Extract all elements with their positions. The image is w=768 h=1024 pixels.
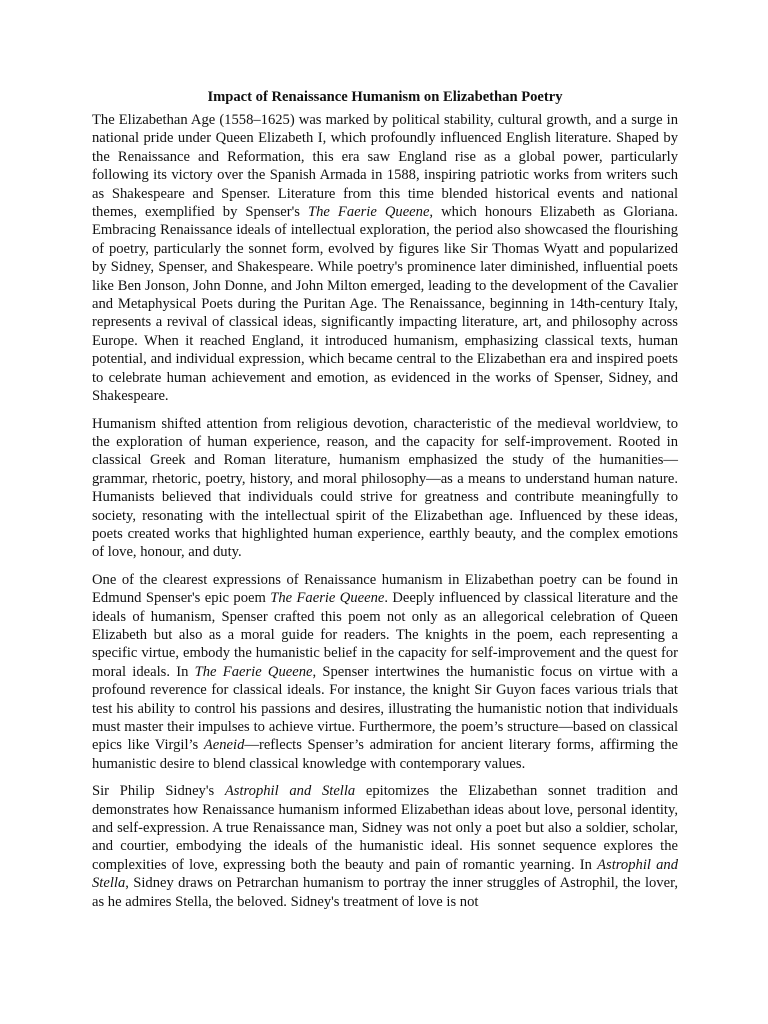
italic-title-text: The Faerie Queene [194,663,313,680]
italic-title-text: Astrophil and Stella [224,783,356,800]
body-paragraph [92,415,678,562]
paragraph-text: —reflects Spenser’s admiration for ancient literary forms, affirming the humanistic desire to blend classical knowledge with contemporary values. [92,737,678,772]
paragraph-text: Humanism shifted attention from religious devotion, characteristic of the medieval worldview, to the exploration of human experience, reason, and the capacity for self-improvement. Rooted in classical Greek and Roman literature, humanism emphasized the study of the humanities—grammar, rhetoric, poetry, history, and moral philosophy—as a means to understand human nature. Humanists believed that individuals could strive for greatness and contribute meaningfully to society, resonating with the intellectual spirit of the Elizabethan age. Influenced by these ideas, poets created works that highlighted human experience, earthly beauty, and the complex emotions of love, honour, and duty. [92,415,678,561]
italic-title-text: Astrophil and Stella [92,856,679,892]
paragraph-text: , Sidney draws on Petrarchan humanism to portray the inner struggles of Astrophil, the lover, as he admires Stella, the beloved. Sidney's treatment of love is not [92,875,678,910]
document-title: Impact of Renaissance Humanism on Elizabethan Poetry [207,89,563,105]
body-paragraph [92,571,678,773]
paragraph-text: which honours Elizabeth as Gloriana. Embracing Renaissance ideals of intellectual exploration, the period also showcased the flourishing of poetry, particularly the sonnet form, evolved by figures like Sir Thomas Wyatt and popularized by Sidney, Spenser, and Shakespeare. While poetry's prominence later diminished, influential poets like Ben Jonson, John Donne, and John Milton emerged, leading to the development of the Cavalier and Metaphysical Poets during the Puritan Age. The Renaissance, beginning in 14th-century Italy, represents a revival of classical ideas, significantly impacting literature, art, and philosophy across Europe. When it reached England, it introduced humanism, emphasizing classical texts, human potential, and individual expression, which became central to the Elizabethan era and inspired poets to celebrate human achievement and emotion, as evidenced in the works of Spenser, Sidney, and Shakespeare. [92,204,678,405]
italic-title-text: The Faerie Queene [270,590,385,607]
paragraph-text: One of the clearest expressions of Renaissance humanism in Elizabethan poetry can be found in Edmund Spenser's epic poem [92,571,678,607]
paragraph-text: The Elizabethan Age (1558–1625) was marked by political stability, cultural growth, and a surge in national pride under Queen Elizabeth I, which profoundly influenced English literature. Shaped by the Renaissance and Reformation, this era saw England rise as a global power, particularly following its victory over the Spanish Armada in 1588, inspiring patriotic works from writers such as Shakespeare and Spenser. Literature from this time blended historical events and national themes, exemplified by Spenser's [92,112,678,221]
paragraph-text: epitomizes the Elizabethan sonnet tradition and demonstrates how Renaissance humanism informed Elizabethan ideas about love, personal identity, and self-expression. A true Renaissance man, Sidney was not only a poet but also a soldier, scholar, and courtier, embodying the ideals of the humanistic ideal. His sonnet sequence explores the complexities of love, expressing both the beauty and pain of romantic yearning. In [92,783,678,873]
paragraph-text: . Deeply influenced by classical literature and the ideals of humanism, Spenser crafted this poem not only as an allegorical celebration of Queen Elizabeth but also as a moral guide for readers. The knights in the poem, each representing a specific virtue, embody the humanistic belief in the capacity for self-improvement and the quest for moral ideals. In [92,590,679,680]
body-paragraph [92,782,678,911]
paragraph-text: Sir Philip Sidney's [92,783,225,800]
italic-title-text: Aeneid [203,737,245,754]
body-paragraph [92,111,678,406]
paragraph-text: , Spenser intertwines the humanistic focus on virtue with a profound reverence for classical ideals. For instance, the knight Sir Guyon faces various trials that test his ability to control his passions and desires, illustrating the humanistic notion that individuals must master their impulses to achieve virtue. Furthermore, the poem’s structure—based on classical epics like Virgil’s [92,663,678,754]
italic-title-text: The Faerie Queene, [307,204,434,221]
document-body [92,111,678,911]
